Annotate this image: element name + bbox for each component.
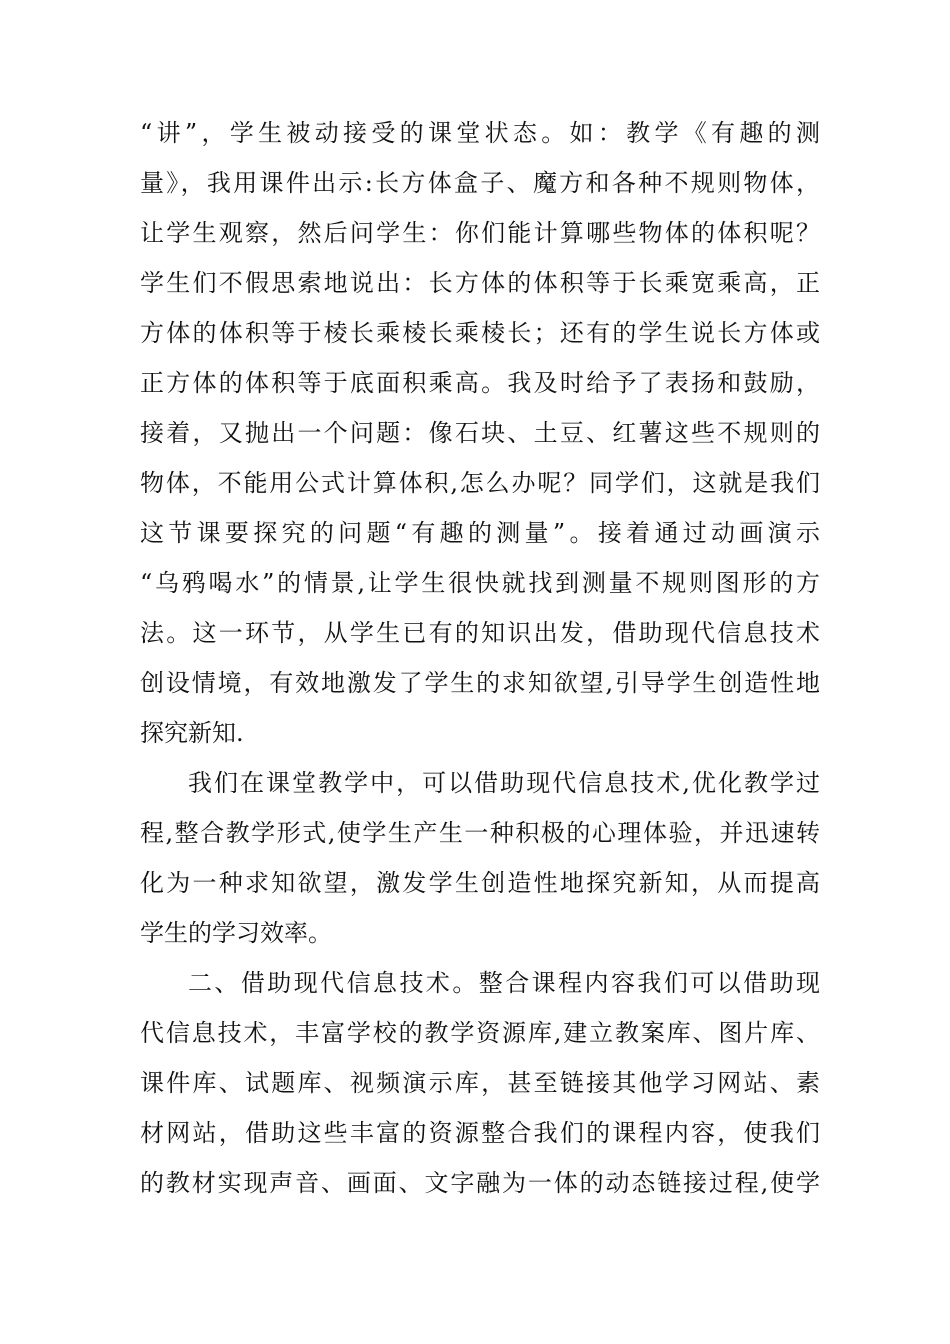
text-line: 程,整合教学形式,使学生产生一种积极的心理体验，并迅速转: [140, 819, 820, 847]
text-line: 这节课要探究的问题“有趣的测量”。接着通过动画演示: [140, 519, 820, 547]
text-line: 创设情境，有效地激发了学生的求知欲望,引导学生创造性地: [140, 669, 820, 697]
text-line: 正方体的体积等于底面积乘高。我及时给予了表扬和鼓励，: [140, 369, 820, 397]
text-line: 学生们不假思索地说出：长方体的体积等于长乘宽乘高，正: [140, 269, 820, 297]
text-line: 方体的体积等于棱长乘棱长乘棱长；还有的学生说长方体或: [140, 319, 820, 347]
text-line: 探究新知.: [140, 719, 244, 747]
text-line: “讲”，学生被动接受的课堂状态。如：教学《有趣的测: [140, 119, 820, 147]
text-line: 二、借助现代信息技术。整合课程内容我们可以借助现: [188, 969, 820, 997]
text-line: 接着，又抛出一个问题：像石块、土豆、红薯这些不规则的: [140, 419, 820, 447]
text-line: 代信息技术，丰富学校的教学资源库,建立教案库、图片库、: [140, 1019, 820, 1047]
text-line: 我们在课堂教学中，可以借助现代信息技术,优化教学过: [188, 769, 820, 797]
paragraph-3: [140, 958, 820, 1208]
text-line: 学生的学习效率。: [140, 919, 332, 947]
paragraph-2: [140, 758, 820, 958]
text-line: 量》，我用课件出示:长方体盒子、魔方和各种不规则物体，: [140, 169, 820, 197]
text-line: 材网站，借助这些丰富的资源整合我们的课程内容，使我们: [140, 1119, 820, 1147]
text-line: 物体，不能用公式计算体积,怎么办呢？同学们，这就是我们: [140, 469, 820, 497]
text-line: 让学生观察，然后问学生：你们能计算哪些物体的体积呢？: [140, 219, 820, 247]
paragraph-1: [140, 108, 820, 758]
text-line: 化为一种求知欲望，激发学生创造性地探究新知，从而提高: [140, 869, 820, 897]
text-line: 的教材实现声音、画面、文字融为一体的动态链接过程,使学: [140, 1169, 820, 1197]
text-line: “乌鸦喝水”的情景,让学生很快就找到测量不规则图形的方: [140, 569, 820, 597]
text-line: 课件库、试题库、视频演示库，甚至链接其他学习网站、素: [140, 1069, 820, 1097]
text-line: 法。这一环节，从学生已有的知识出发，借助现代信息技术: [140, 619, 820, 647]
body-text: [140, 108, 820, 1208]
